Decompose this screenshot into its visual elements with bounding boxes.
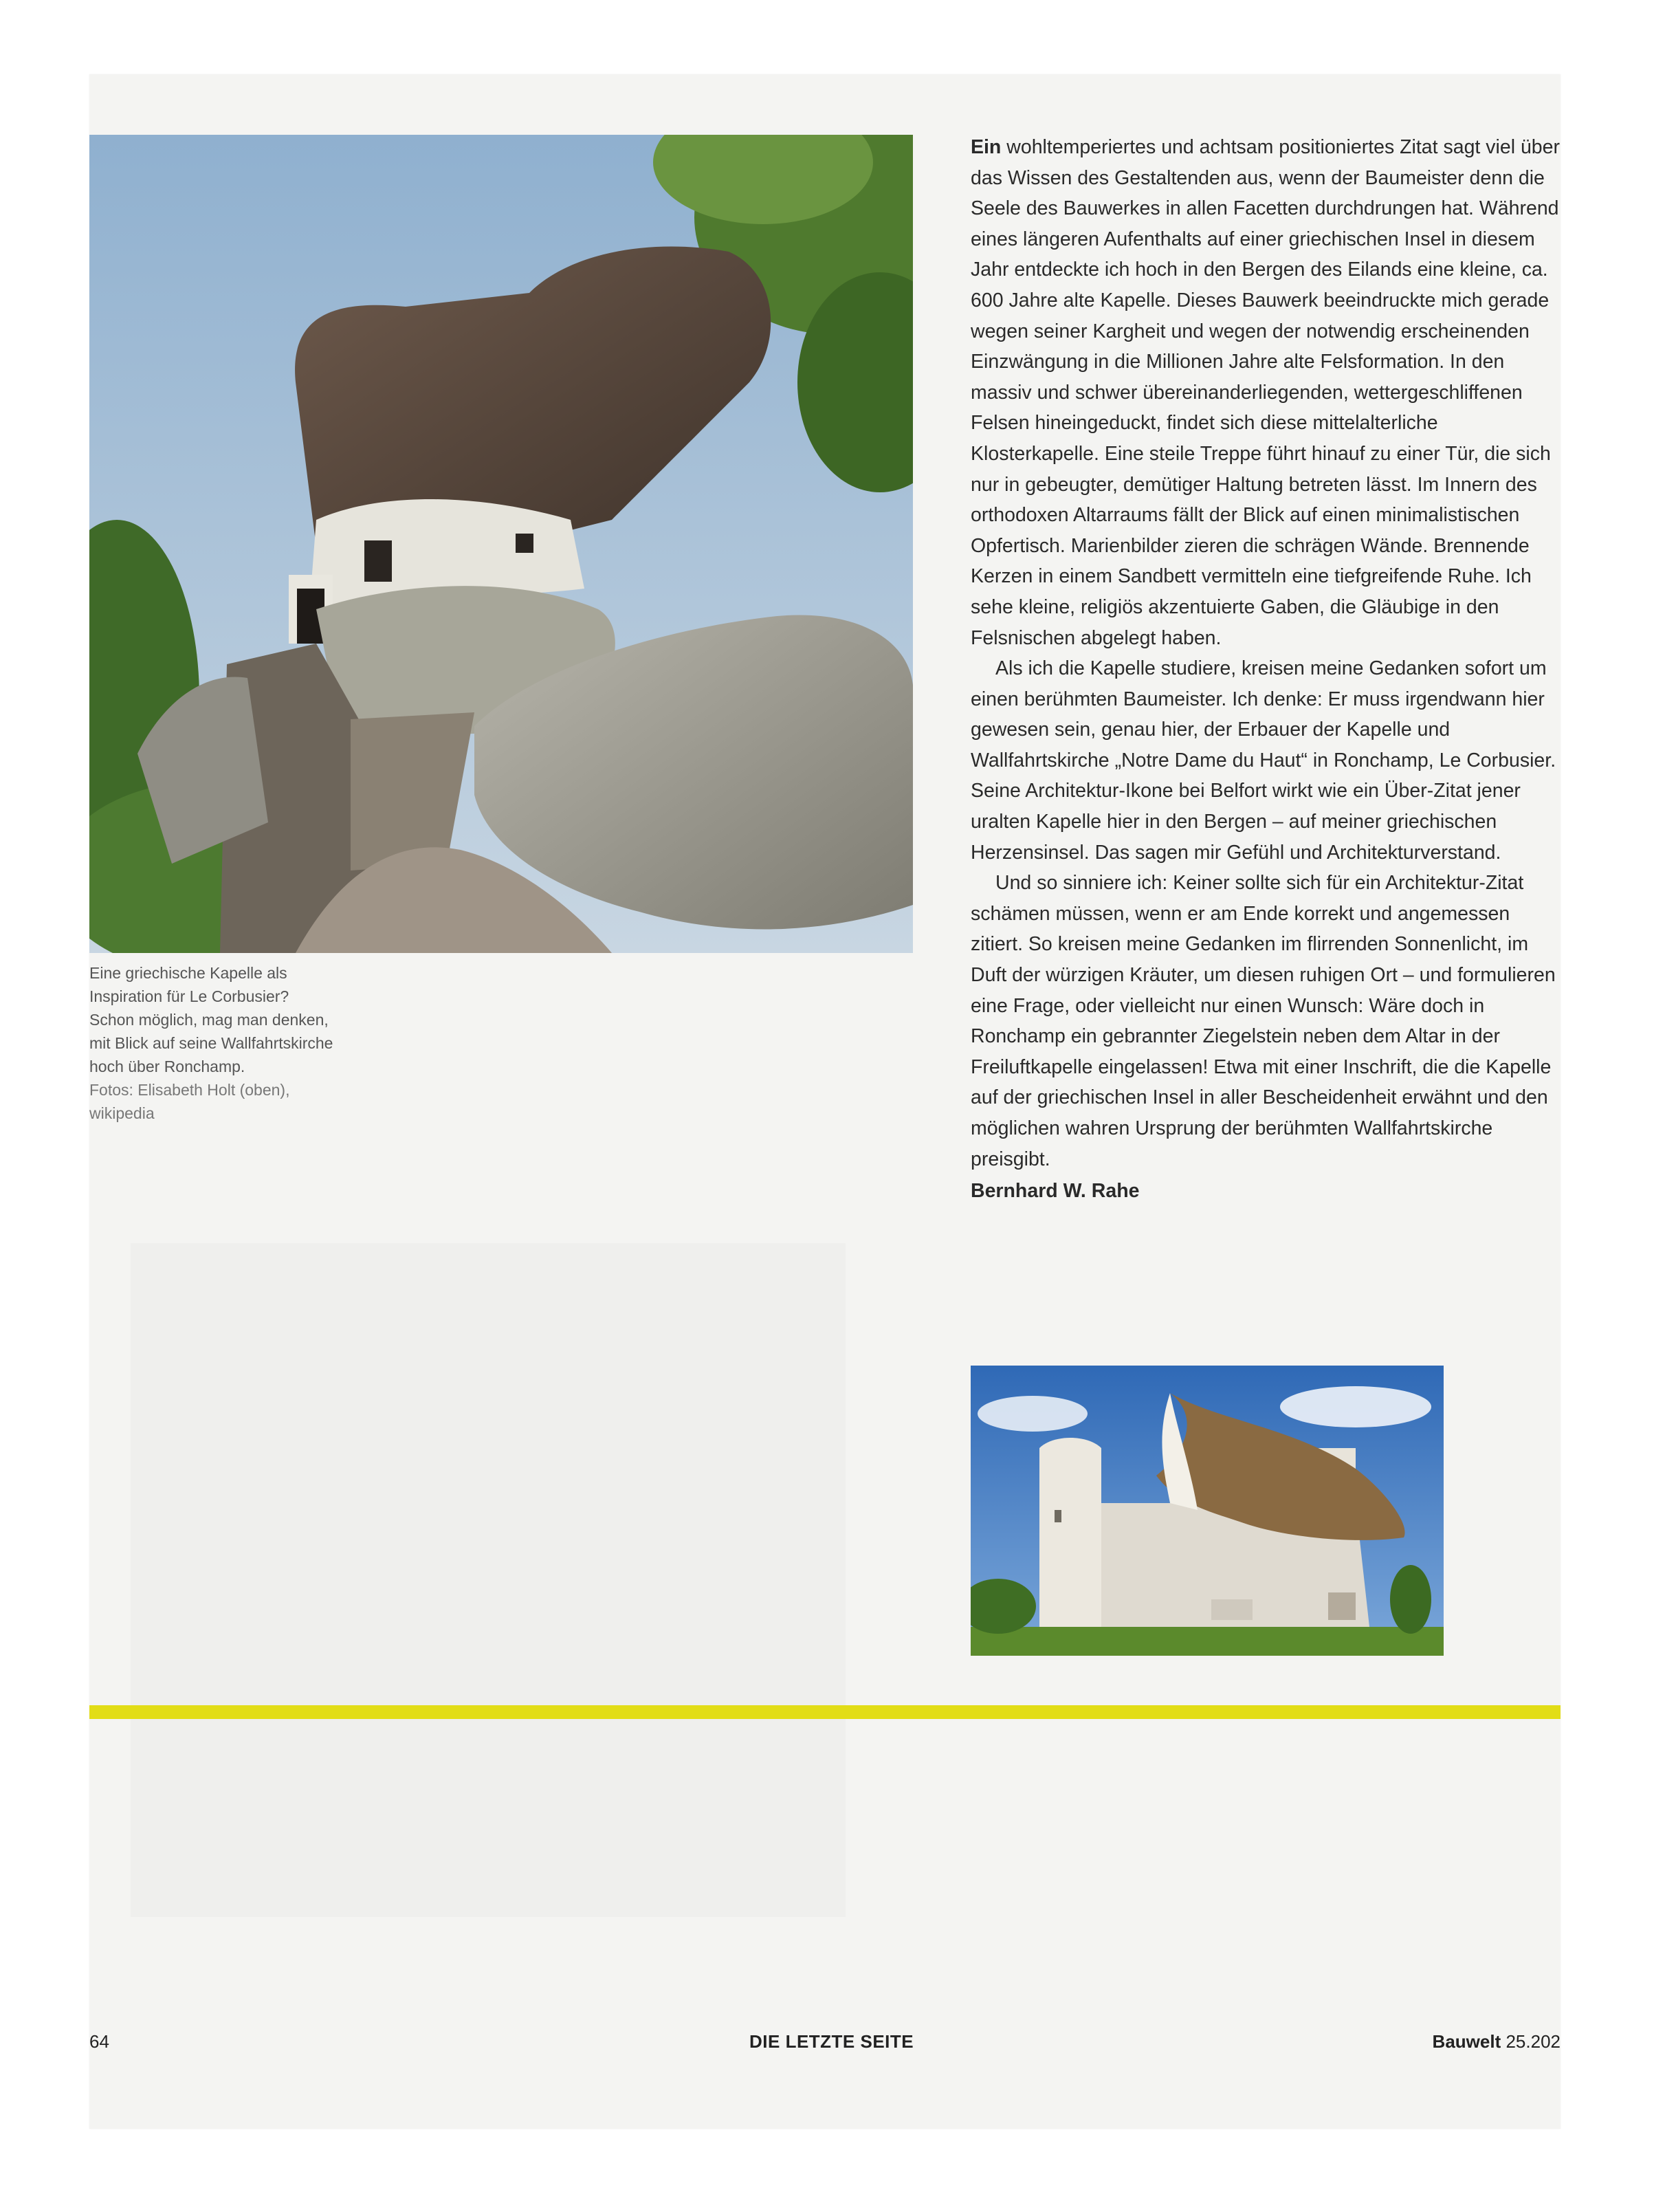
caption-credit: Fotos: Elisabeth Holt (oben), wikipedia [89,1081,290,1122]
magazine-issue [1433,2031,1561,2052]
article-body [971,132,1563,1207]
section-title: DIE LETZTE SEITE [749,2031,914,2052]
page-number: 64 [89,2031,109,2052]
magazine-name: Bauwelt [1432,2031,1501,2052]
lead-word: Ein [971,136,1002,158]
article-paragraph-2: Als ich die Kapelle studiere, kreisen meine Gedanken sofort um einen berühmten Baumeister. Ich denke: Er muss irgendwann hier gewesen sein, genau hier, der Erbauer der Kapelle und Wallfahrtskirche „Notre Dame du Haut“ in Ronchamp, Le Corbusier. Seine Architektur-Ikone bei Belfort wirkt wie ein Über-Zitat jener uralten Kapelle hier in den Bergen – auf meiner griechischen Herzensinsel. Das sagen mir Gefühl und Architekturverstand. [971,657,1556,864]
photo-caption [89,961,337,1125]
ronchamp-chapel-photo [971,1366,1444,1656]
magazine-page [89,74,1561,2129]
article-paragraph-3: Und so sinniere ich: Keiner sollte sich für ein Architektur-Zitat schämen müssen, wenn er am Ende korrekt und angemessen zitiert. So kreisen meine Gedanken im flirrenden Sonnenlicht, im Duft der würzigen Kräuter, um diesen ruhigen Ort – und formulieren eine Frage, oder vielleicht nur einen Wunsch: Wäre doch in Ronchamp ein gebrannter Ziegelstein neben dem Altar in der Freiluftkapelle eingelassen! Etwa mit einer Inschrift, die die Kapelle auf der griechischen Insel in aller Bescheidenheit erwähnt und den möglichen wahren Ursprung der berühmten Wallfahrtskirche preisgibt. [971,872,1556,1170]
bleed-through-area [131,1243,846,1917]
greek-chapel-photo [89,135,913,953]
issue-number: 25.202 [1506,2031,1561,2052]
caption-text: Eine griechische Kapelle als Inspiration für Le Corbusier? Schon möglich, mag man denken, mit Blick auf seine Wallfahrtskirche hoch über Ronchamp. [89,964,333,1075]
article-author: Bernhard W. Rahe [971,1180,1140,1203]
article-paragraph-1: Ein wohltemperiertes und achtsam positioniertes Zitat sagt viel über das Wissen des Gestaltenden aus, wenn der Baumeister denn die Seele des Bauwerkes in allen Facetten durchdrungen hat. Während eines längeren Aufenthalts auf einer griechischen Insel in diesem Jahr entdeckte ich hoch in den Bergen des Eilands eine kleine, ca. 600 Jahre alte Kapelle. Dieses Bauwerk beeindruckte mich gerade wegen seiner Kargheit und wegen der notwendig erscheinenden Einzwängung in die Millionen Jahre alte Felsformation. In den massiv und schwer übereinanderliegenden, wettergeschliffenen Felsen hineingeduckt, findet sich diese mittelalterliche Klosterkapelle. Eine steile Treppe führt hinauf zu einer Tür, die sich nur in gebeugter, demütiger Haltung betreten lässt. Im Innern des orthodoxen Altarraums fällt der Blick auf einen minimalistischen Opfertisch. Marienbilder zieren die schrägen Wände. Brennende Kerzen in einem Sandbett vermitteln eine tiefgreifende Ruhe. Ich sehe kleine, religiös akzentuierte Gaben, die Gläubige in den Felsnischen abgelegt haben. [971,136,1560,649]
yellow-accent-bar [89,1705,1561,1719]
